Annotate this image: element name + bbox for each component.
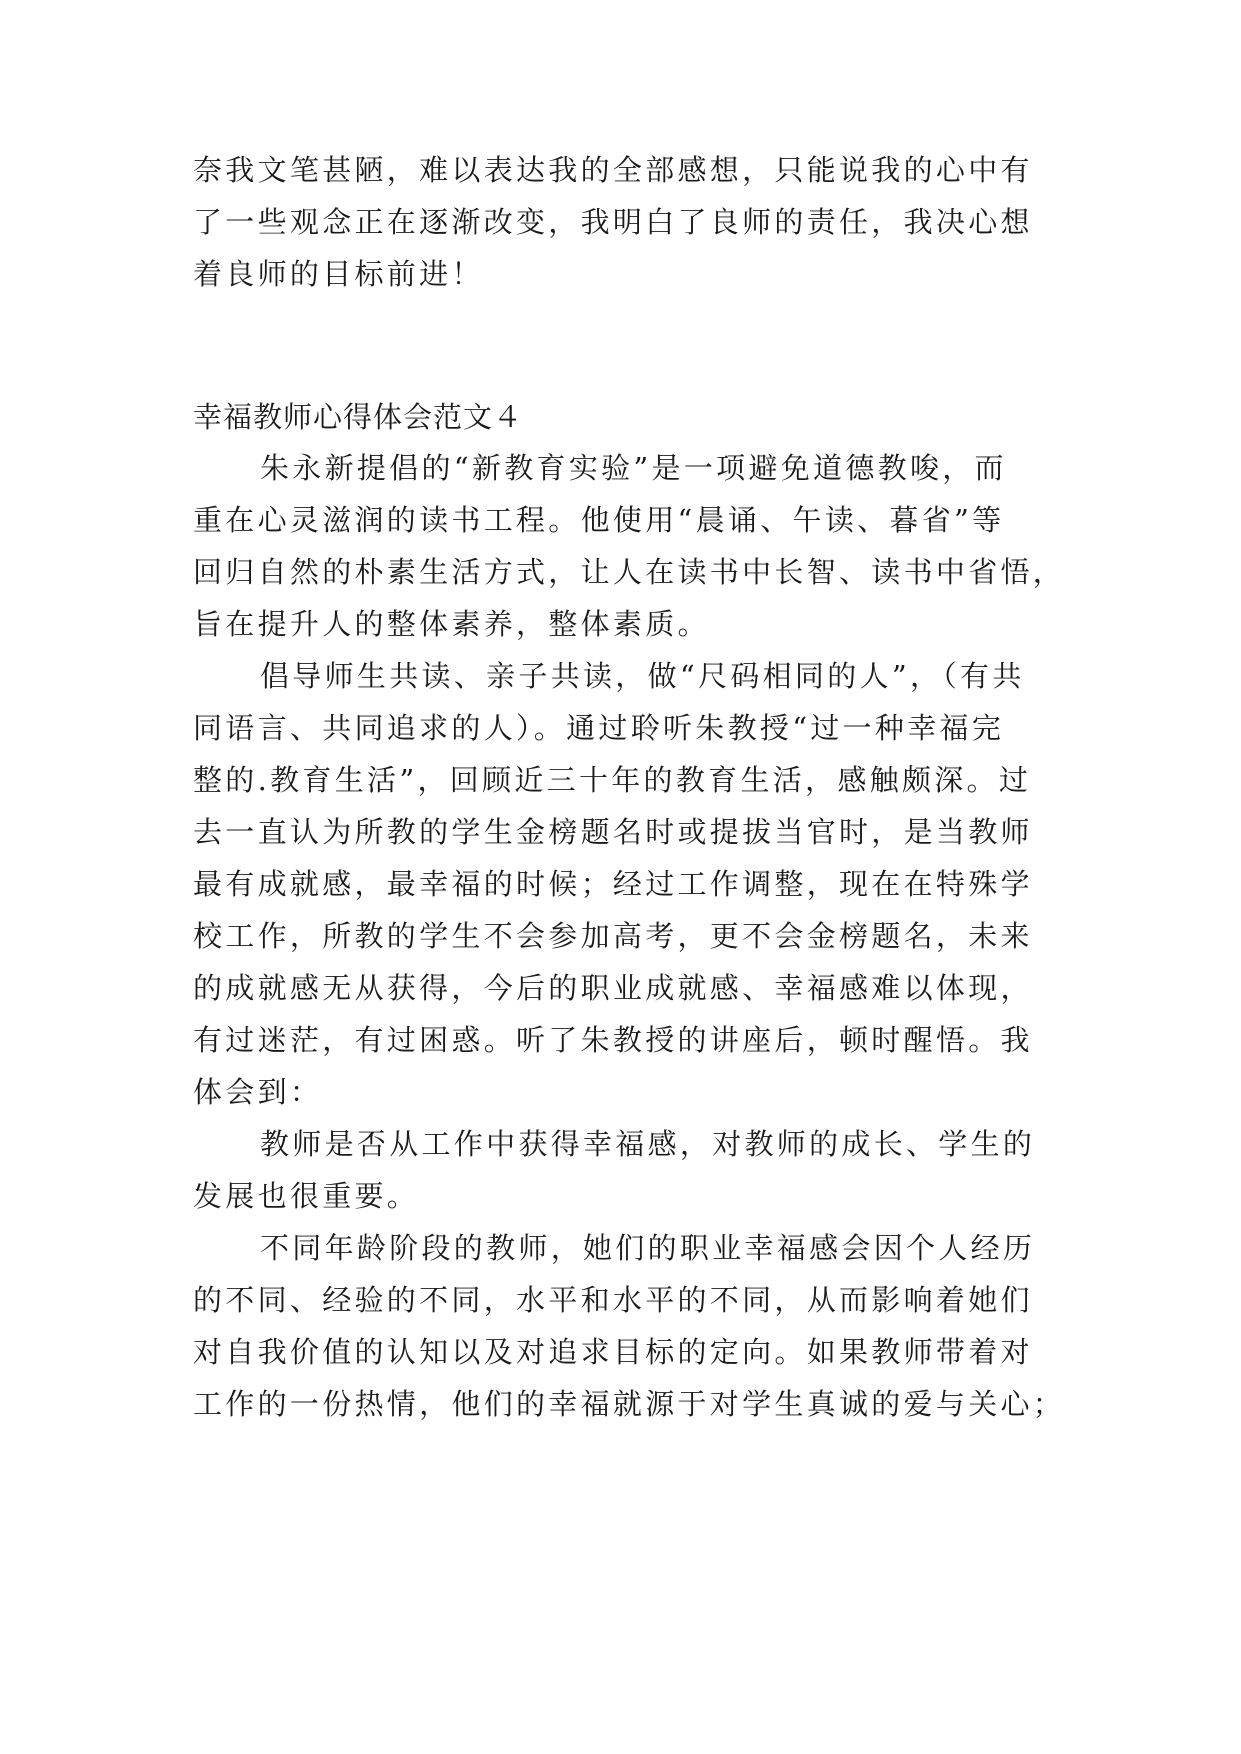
text-line: 对自我价值的认知以及对追求目标的定向。如果教师带着对: [193, 1335, 1033, 1369]
text-line: 发展也很重要。: [193, 1179, 420, 1213]
text-line: 倡导师生共读、亲子共读，做“尺码相同的人”，（有共: [260, 659, 1025, 693]
text-line: 回归自然的朴素生活方式，让人在读书中长智、读书中省悟，: [193, 555, 1066, 589]
text-line: 最有成就感，最幸福的时候；经过工作调整，现在在特殊学: [193, 867, 1033, 901]
text-line: 有过迷茫，有过困惑。听了朱教授的讲座后，顿时醒悟。我: [193, 1023, 1033, 1057]
text-line: 去一直认为所教的学生金榜题名时或提拔当官时，是当教师: [193, 815, 1033, 849]
text-line: 重在心灵滋润的读书工程。他使用“晨诵、午读、暮省”等: [193, 503, 1005, 537]
text-line: 的成就感无从获得，今后的职业成就感、幸福感难以体现，: [193, 971, 1033, 1005]
text-line: 不同年龄阶段的教师，她们的职业幸福感会因个人经历: [260, 1231, 1036, 1265]
text-line: 同语言、共同追求的人）。通过聆听朱教授“过一种幸福完: [193, 711, 1005, 745]
text-line: 教师是否从工作中获得幸福感，对教师的成长、学生的: [260, 1127, 1036, 1161]
text-line: 校工作，所教的学生不会参加高考，更不会金榜题名，未来: [193, 919, 1033, 953]
text-line: 朱永新提倡的“新教育实验”是一项避免道德教唆，而: [260, 451, 1007, 485]
text-line: 的不同、经验的不同，水平和水平的不同，从而影响着她们: [193, 1283, 1033, 1317]
text-line: 了一些观念正在逐渐改变，我明白了良师的责任，我决心想: [193, 205, 1033, 239]
section-title: 幸福教师心得体会范文４: [193, 400, 524, 434]
text-line: 整的.教育生活”，回顾近三十年的教育生活，感触颇深。过: [193, 763, 1032, 797]
text-line: 旨在提升人的整体素养，整体素质。: [193, 607, 710, 641]
text-line: 工作的一份热情，他们的幸福就源于对学生真诚的爱与关心；: [193, 1387, 1066, 1421]
text-line: 奈我文笔甚陋，难以表达我的全部感想，只能说我的心中有: [193, 153, 1033, 187]
text-line: 体会到：: [193, 1075, 323, 1109]
text-line: 着良师的目标前进！: [193, 257, 484, 291]
